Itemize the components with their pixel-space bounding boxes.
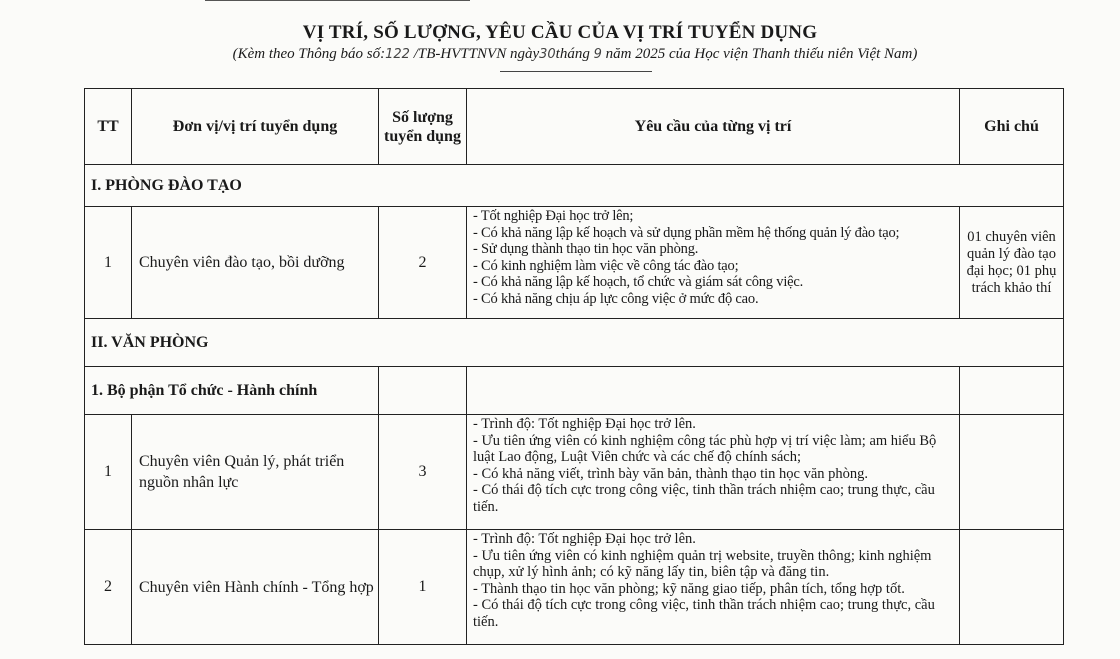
requirement-item: - Có khả năng lập kế hoạch và sử dụng phần mềm hệ thống quản lý đào tạo; — [473, 224, 900, 241]
requirement-item: - Tốt nghiệp Đại học trở lên; — [473, 208, 634, 224]
requirement-item: - Có khả năng lập kế hoạch, tổ chức và giám sát công việc. — [473, 274, 804, 291]
document-subtitle — [0, 46, 1120, 63]
row-quantity: 1 — [379, 530, 467, 645]
subsection-row — [85, 367, 1064, 415]
row-tt: 1 — [85, 207, 132, 319]
row-position-name: Chuyên viên Hành chính - Tổng hợp — [132, 530, 379, 645]
subsection-title: 1. Bộ phận Tổ chức - Hành chính — [85, 367, 379, 415]
empty-cell — [960, 367, 1064, 415]
header-unit: Đơn vị/vị trí tuyển dụng — [132, 89, 379, 165]
subtitle-mid2: tháng — [555, 46, 590, 62]
section-title-training: I. PHÒNG ĐÀO TẠO — [85, 165, 1064, 207]
table-row — [85, 415, 1064, 530]
subtitle-prefix: (Kèm theo Thông báo số: — [232, 46, 386, 62]
requirement-item: - Có thái độ tích cực trong công việc, tinh thần trách nhiệm cao; trung thực, cầu tiến. — [473, 482, 935, 515]
requirement-item: - Trình độ: Tốt nghiệp Đại học trở lên. — [473, 416, 696, 432]
table-row — [85, 207, 1064, 319]
recruitment-table — [84, 88, 1064, 645]
row-tt: 2 — [85, 530, 132, 645]
requirement-item: - Thành thạo tin học văn phòng; kỹ năng giao tiếp, phân tích, tổng hợp tốt. — [473, 580, 905, 597]
empty-cell — [379, 367, 467, 415]
row-note-empty — [960, 415, 1064, 530]
requirement-item: - Có kinh nghiệm làm việc về công tác đào tạo; — [473, 257, 739, 274]
subtitle-mid1: /TB-HVTTNVN ngày — [409, 46, 540, 62]
handwritten-day: 30 — [539, 47, 556, 62]
row-note-empty — [960, 530, 1064, 645]
row-tt: 1 — [85, 415, 132, 530]
header-tt: TT — [85, 89, 132, 165]
empty-cell — [467, 367, 960, 415]
row-quantity: 2 — [379, 207, 467, 319]
requirement-item: - Có thái độ tích cực trong công việc, tinh thần trách nhiệm cao; trung thực, cầu tiến. — [473, 597, 935, 630]
row-quantity: 3 — [379, 415, 467, 530]
header-requirements: Yêu cầu của từng vị trí — [467, 89, 960, 165]
handwritten-doc-number: 122 — [385, 47, 410, 62]
table-row — [85, 530, 1064, 645]
row-requirements — [467, 530, 960, 645]
row-position-name: Chuyên viên đào tạo, bồi dưỡng — [132, 207, 379, 319]
requirement-item: - Trình độ: Tốt nghiệp Đại học trở lên. — [473, 531, 696, 547]
top-rule — [205, 0, 470, 1]
handwritten-month: 9 — [593, 47, 602, 62]
row-note: 01 chuyên viên quản lý đào tạo đại học; 01 phụ trách khảo thí — [960, 207, 1064, 319]
row-requirements — [467, 207, 960, 319]
section-row — [85, 319, 1064, 367]
section-row — [85, 165, 1064, 207]
row-position-name: Chuyên viên Quản lý, phát triển nguồn nhân lực — [132, 415, 379, 530]
table-header-row — [85, 89, 1064, 165]
requirement-item: - Có khả năng viết, trình bày văn bản, thành thạo tin học văn phòng. — [473, 465, 869, 482]
header-qty: Số lượng tuyển dụng — [379, 89, 467, 165]
requirement-item: - Ưu tiên ứng viên có kinh nghiệm công tác phù hợp vị trí việc làm; am hiểu Bộ luật Lao động, Luật Viên chức và các chế độ chính sách; — [473, 432, 937, 466]
section-title-office: II. VĂN PHÒNG — [85, 319, 1064, 367]
subtitle-suffix: năm 2025 của Học viện Thanh thiếu niên Việt Nam) — [601, 46, 918, 62]
row-requirements — [467, 415, 960, 530]
requirement-item: - Có khả năng chịu áp lực công việc ở mức độ cao. — [473, 290, 759, 307]
requirement-item: - Ưu tiên ứng viên có kinh nghiệm quản trị website, truyền thông; kinh nghiệm chụp, xử lý hình ảnh; có kỹ năng lấy tin, biên tập và đăng tin. — [473, 547, 932, 581]
date-underline — [500, 71, 652, 72]
document-title: VỊ TRÍ, SỐ LƯỢNG, YÊU CẦU CỦA VỊ TRÍ TUYỂN DỤNG — [302, 22, 818, 43]
requirement-item: - Sử dụng thành thạo tin học văn phòng. — [473, 241, 699, 258]
header-note: Ghi chú — [960, 89, 1064, 165]
